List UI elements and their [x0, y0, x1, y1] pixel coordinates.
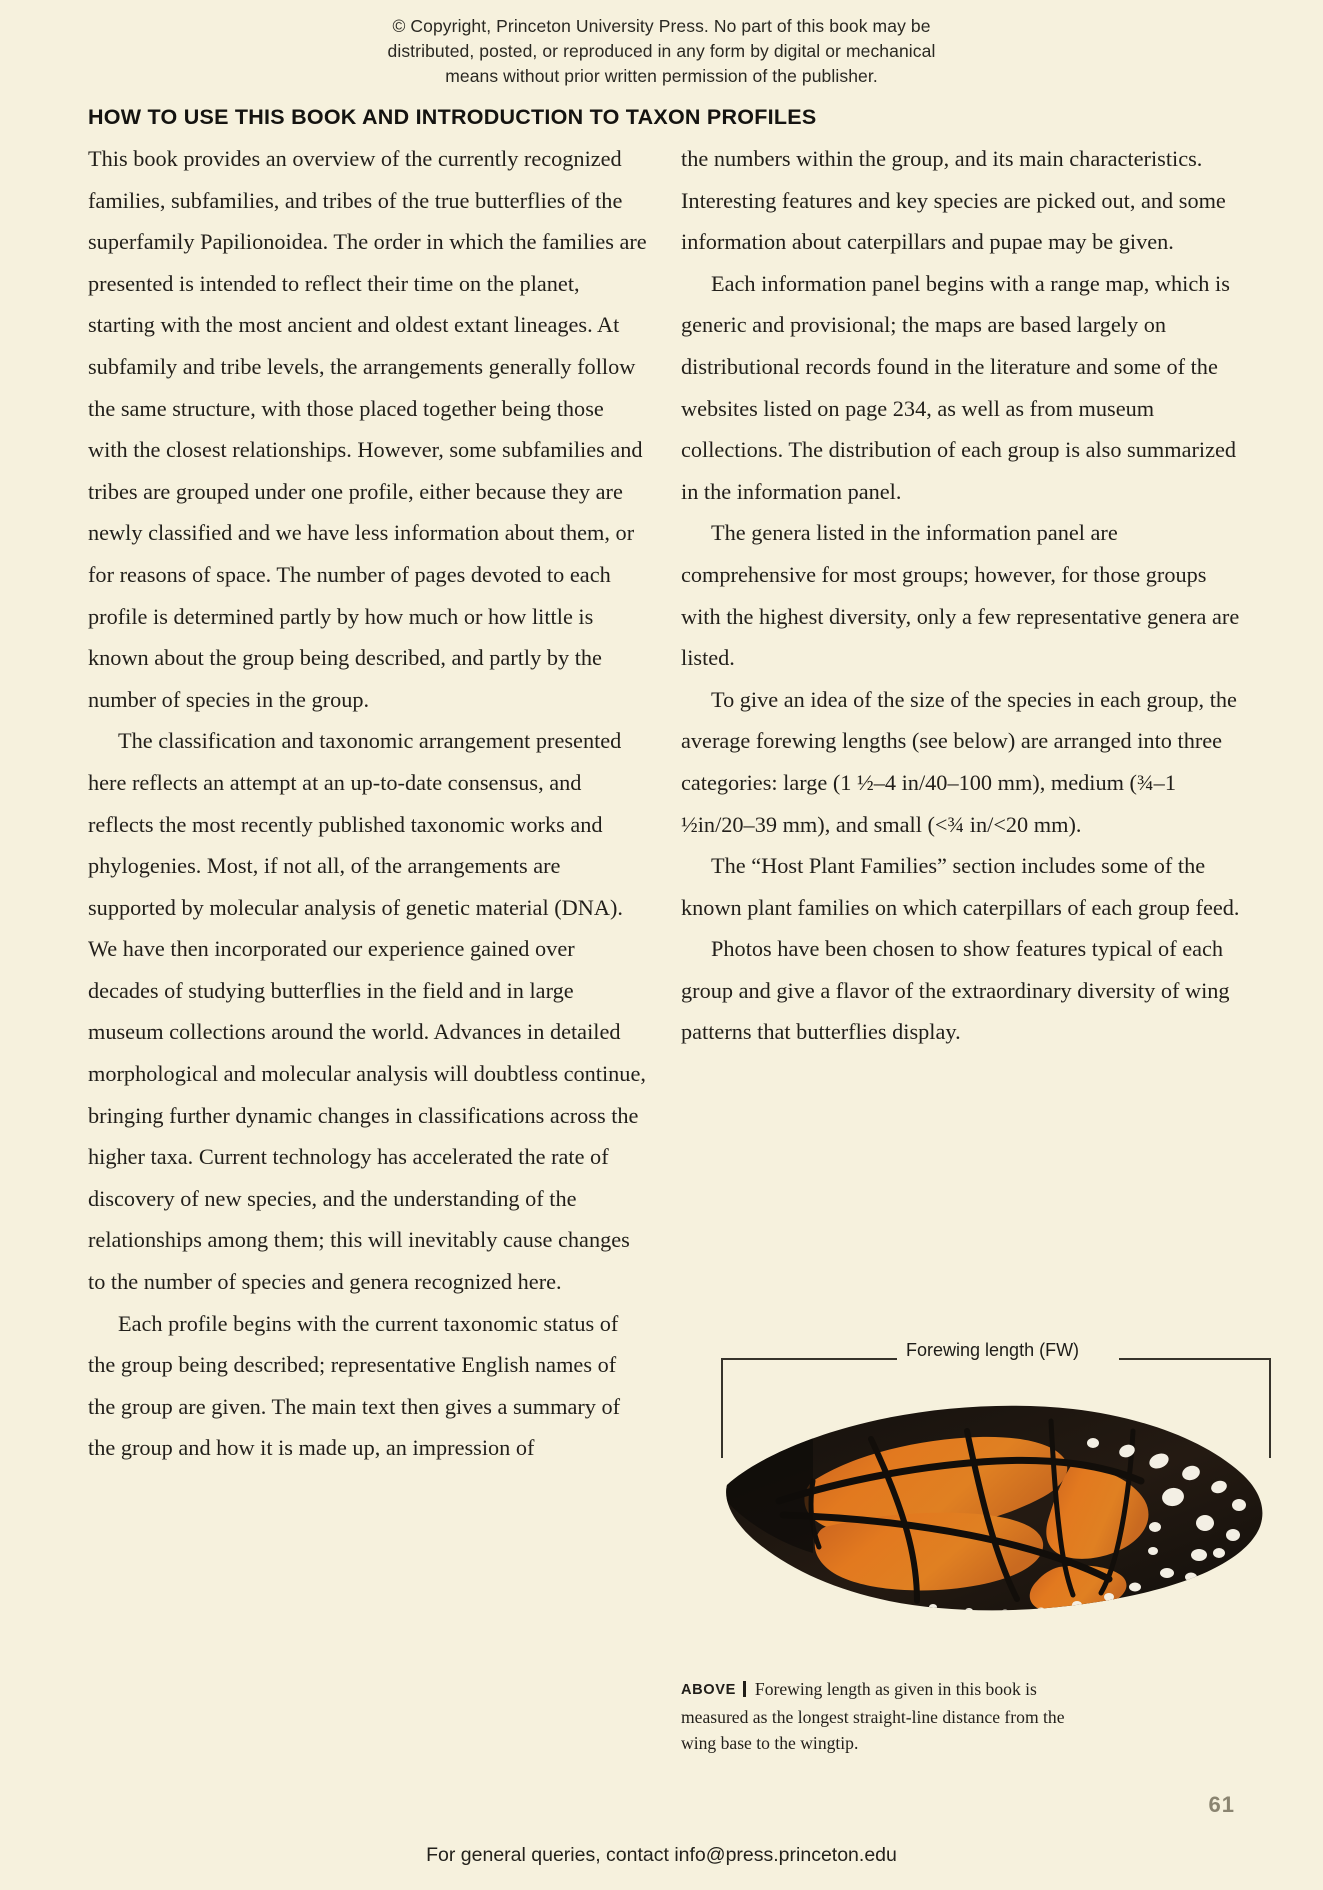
paragraph: The “Host Plant Families” section includes some of the known plant families on which caterpillars of each group feed.: [681, 853, 1240, 920]
paragraph: Photos have been chosen to show features typical of each group and give a flavor of the extraordinary diversity of wing patterns that butterflies display.: [681, 936, 1230, 1045]
butterfly-forewing-photo: [721, 1377, 1271, 1645]
forewing-figure: [721, 1340, 1281, 1645]
bracket-line-left: [721, 1358, 907, 1360]
copyright-notice: [0, 14, 1323, 89]
body-column-right: [681, 138, 1241, 1053]
figure-caption: [681, 1676, 1091, 1757]
paragraph: Each information panel begins with a range map, which is generic and provisional; the maps are based largely on distributional records found in the literature and some of the websites listed on page 234, as well as from museum collections. The distribution of each group is also summarized in the information panel.: [681, 270, 1237, 504]
page-number: 61: [1208, 1792, 1235, 1817]
caption-tag: ABOVE: [681, 1682, 736, 1698]
caption-text: Forewing length as given in this book is measured as the longest straight-line distance from the wing base to the wingtip.: [681, 1679, 1065, 1753]
paragraph: The classification and taxonomic arrangement presented here reflects an attempt at an up-to-date consensus, and reflects the most recently published taxonomic works and phylogenies. Most, if not all, of the arrangements are supported by molecular analysis of genetic material (DNA). We have then incorporated our experience gained over decades of studying butterflies in the field and in large museum collections around the world. Advances in detailed morphological and molecular analysis will doubtless continue, bringing further dynamic changes in classifications across the higher taxa. Current technology has accelerated the rate of discovery of new species, and the understanding of the relationships among them; this will inevitably cause changes to the number of species and genera recognized here.: [88, 728, 646, 1295]
copyright-line-1: © Copyright, Princeton University Press. No part of this book may be: [392, 16, 931, 36]
paragraph: Each profile begins with the current taxonomic status of the group being described; representative English names of the group are given. The main text then gives a summary of the group and how it is made up, an impression of: [88, 1310, 621, 1461]
bracket-line-right: [1119, 1358, 1271, 1360]
paragraph: This book provides an overview of the currently recognized families, subfamilies, and tribes of the true butterflies of the superfamily Papilionoidea. The order in which the families are presented is intended to reflect their time on the planet, starting with the most ancient and oldest extant lineages. At subfamily and tribe levels, the arrangements generally follow the same structure, with those placed together being those with the closest relationships. However, some subfamilies and tribes are grouped under one profile, either because they are newly classified and we have less information about them, or for reasons of space. The number of pages devoted to each profile is determined partly by how much or how little is known about the group being described, and partly by the number of species in the group.: [88, 146, 647, 712]
footer-queries-note: For general queries, contact info@press.princeton.edu: [426, 1844, 897, 1866]
paragraph: The genera listed in the information panel are comprehensive for most groups; however, for those groups with the highest diversity, only a few representative genera are listed.: [681, 520, 1240, 671]
copyright-line-3: means without prior written permission of the publisher.: [445, 66, 878, 86]
forewing-measure-bracket: [721, 1340, 1281, 1376]
paragraph: To give an idea of the size of the species in each group, the average forewing lengths (see below) are arranged into three categories: large (1 ½–4 in/40–100 mm), medium (¾–1 ½in/20–39 mm), and small (<¾ in/<20 mm).: [681, 686, 1237, 837]
body-column-left: [88, 138, 648, 1469]
running-head: HOW TO USE THIS BOOK AND INTRODUCTION TO TAXON PROFILES: [88, 105, 817, 130]
copyright-line-2: distributed, posted, or reproduced in any form by digital or mechanical: [387, 41, 936, 61]
paragraph: the numbers within the group, and its main characteristics. Interesting features and key species are picked out, and some information about caterpillars and pupae may be given.: [681, 146, 1226, 255]
caption-divider: [743, 1681, 746, 1697]
forewing-measure-label: Forewing length (FW): [897, 1340, 1088, 1361]
